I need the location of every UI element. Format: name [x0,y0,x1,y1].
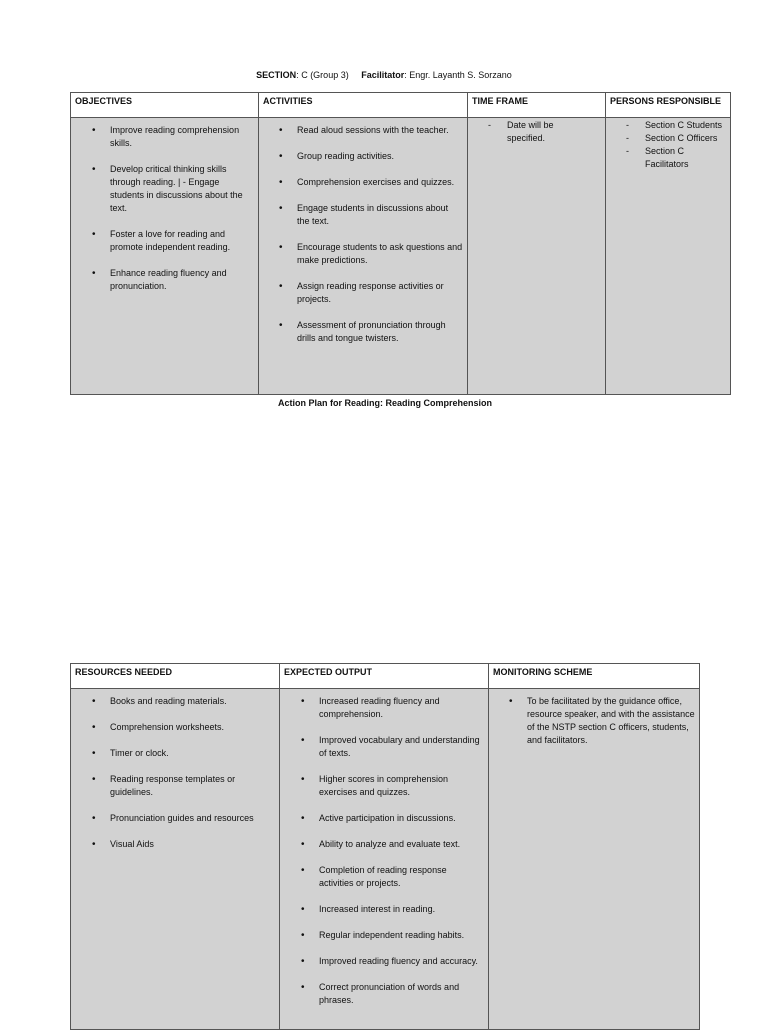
resources-table [70,663,700,1030]
person-item-text: Section C Students [645,120,723,130]
bullet-marker: • [92,229,96,240]
bullet-marker: • [301,930,305,941]
expected-output-item [280,903,481,916]
bullet-marker: • [92,125,96,136]
bullet-marker: • [301,696,305,707]
expected-output-item [280,695,481,721]
activity-item [259,176,463,189]
activity-item [259,241,463,267]
expected-output-item-text: Ability to analyze and evaluate text. [319,839,461,849]
dash-marker: - [626,133,629,143]
objective-item [71,228,253,254]
person-item [606,145,725,171]
expected-output-item-text: Increased reading fluency and comprehension. [319,696,440,719]
resource-item [71,695,275,708]
bullet-marker: • [279,177,283,188]
bullet-marker: • [301,865,305,876]
expected-output-item [280,773,481,799]
bullet-marker: • [92,696,96,707]
objective-item-text: Develop critical thinking skills through reading. | - Engage students in discussions about the text. [110,164,243,213]
section-header [0,70,768,80]
activity-item-text: Assign reading response activities or projects. [297,281,444,304]
time-frame-item [468,119,587,145]
monitoring-item-text: To be facilitated by the guidance office, resource speaker, and with the assistance of the NSTP section C officers, students, and facilitators. [527,696,695,745]
bullet-marker: • [92,839,96,850]
activities-header: ACTIVITIES [259,93,468,118]
resource-item [71,747,275,760]
expected-output-header: EXPECTED OUTPUT [280,664,489,689]
bullet-marker: • [92,268,96,279]
expected-output-item-text: Correct pronunciation of words and phrases. [319,982,460,1005]
bullet-marker: • [279,281,283,292]
persons-responsible-header: PERSONS RESPONSIBLE [606,93,731,118]
person-item [606,119,725,132]
expected-output-item-text: Improved vocabulary and understanding of texts. [319,735,480,758]
activity-item-text: Encourage students to ask questions and make predictions. [297,242,463,265]
bullet-marker: • [92,813,96,824]
objective-item [71,163,253,215]
section-label: SECTION [256,70,297,80]
activity-item-text: Assessment of pronunciation through drills and tongue twisters. [297,320,446,343]
bullet-marker: • [92,164,96,175]
bullet-marker: • [279,242,283,253]
expected-output-item [280,955,481,968]
activity-item [259,124,463,137]
expected-output-item [280,981,481,1007]
activity-item-text: Engage students in discussions about the text. [297,203,449,226]
resource-item-text: Pronunciation guides and resources [110,813,254,823]
activity-item [259,319,463,345]
bullet-marker: • [301,956,305,967]
monitoring-item [489,695,695,747]
bullet-marker: • [509,696,513,707]
resource-item [71,812,275,825]
activity-item-text: Read aloud sessions with the teacher. [297,125,449,135]
person-item-text: Section C Officers [645,133,718,143]
expected-output-item [280,864,481,890]
activity-item [259,202,463,228]
dash-marker: - [488,120,491,130]
objectives-header: OBJECTIVES [71,93,259,118]
resource-item-text: Comprehension worksheets. [110,722,225,732]
expected-output-item [280,838,481,851]
monitoring-scheme-cell [489,689,700,1030]
resources-needed-header: RESOURCES NEEDED [71,664,280,689]
time-frame-item-text: Date will be specified. [507,120,554,143]
bullet-marker: • [279,203,283,214]
bullet-marker: • [92,722,96,733]
action-plan-table [70,92,731,395]
objective-item-text: Foster a love for reading and promote independent reading. [110,229,231,252]
resource-item-text: Reading response templates or guidelines. [110,774,236,797]
resource-item-text: Timer or clock. [110,748,169,758]
time-frame-header: TIME FRAME [468,93,606,118]
person-item-text: Section C Facilitators [645,146,689,169]
bullet-marker: • [301,839,305,850]
activity-item-text: Comprehension exercises and quizzes. [297,177,455,187]
resource-item [71,721,275,734]
expected-output-item-text: Completion of reading response activities or projects. [319,865,447,888]
bullet-marker: • [301,982,305,993]
bullet-marker: • [301,774,305,785]
resource-item [71,838,275,851]
persons-responsible-cell [606,118,731,395]
resource-item-text: Books and reading materials. [110,696,227,706]
activity-item [259,150,463,163]
dash-marker: - [626,146,629,156]
activity-item-text: Group reading activities. [297,151,395,161]
bullet-marker: • [279,320,283,331]
objectives-cell [71,118,259,395]
expected-output-item-text: Improved reading fluency and accuracy. [319,956,478,966]
bullet-marker: • [301,813,305,824]
expected-output-item [280,812,481,825]
activity-item [259,280,463,306]
resource-item-text: Visual Aids [110,839,154,849]
objective-item [71,124,253,150]
bullet-marker: • [301,735,305,746]
expected-output-item-text: Active participation in discussions. [319,813,456,823]
activities-cell [259,118,468,395]
resources-cell [71,689,280,1030]
expected-output-item-text: Regular independent reading habits. [319,930,465,940]
expected-output-item-text: Higher scores in comprehension exercises and quizzes. [319,774,449,797]
objective-item [71,267,253,293]
objective-item-text: Improve reading comprehension skills. [110,125,240,148]
monitoring-scheme-header: MONITORING SCHEME [489,664,700,689]
expected-output-item [280,734,481,760]
objective-item-text: Enhance reading fluency and pronunciation. [110,268,227,291]
expected-output-item [280,929,481,942]
facilitator-label: Facilitator [361,70,405,80]
time-frame-cell [468,118,606,395]
person-item [606,132,725,145]
dash-marker: - [626,120,629,130]
bullet-marker: • [92,748,96,759]
facilitator-value: : Engr. Layanth S. Sorzano [404,70,512,80]
resource-item [71,773,275,799]
bullet-marker: • [301,904,305,915]
section-value: : C (Group 3) [296,70,349,80]
expected-output-cell [280,689,489,1030]
bullet-marker: • [279,125,283,136]
bullet-marker: • [279,151,283,162]
expected-output-item-text: Increased interest in reading. [319,904,436,914]
bullet-marker: • [92,774,96,785]
table-caption: Action Plan for Reading: Reading Comprehension [277,398,492,408]
